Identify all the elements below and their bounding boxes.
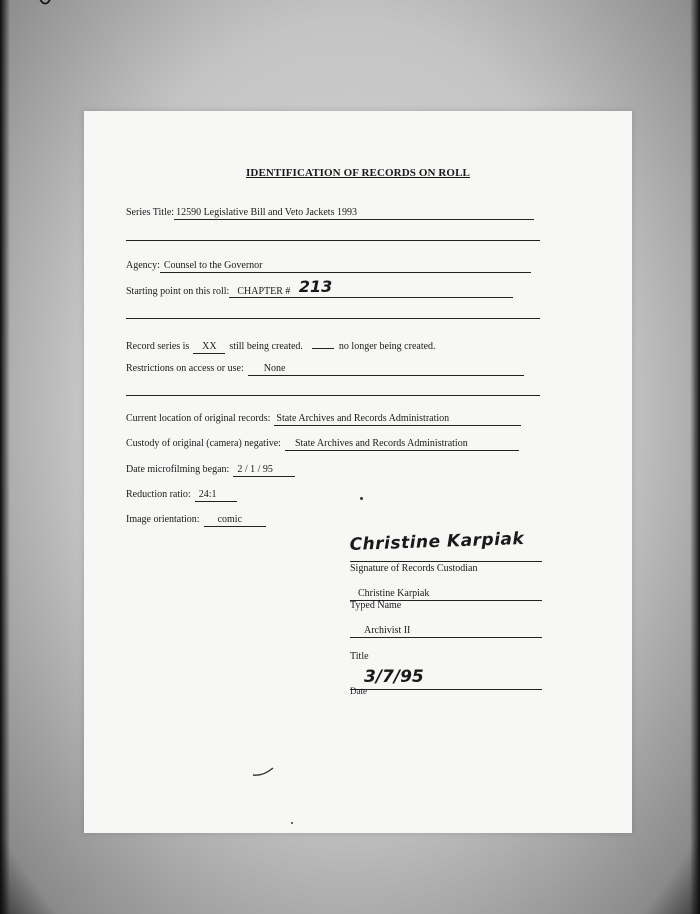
custody-row <box>126 438 519 451</box>
reduction-row <box>126 489 237 502</box>
date-began-label: Date microfilming began: <box>126 464 230 475</box>
signature-handwritten: Christine Karpiak <box>349 528 525 555</box>
film-edge-left <box>0 0 10 914</box>
film-edge-right <box>690 0 700 914</box>
date-began-field <box>233 464 295 477</box>
date-began-value: 2 / 1 / 95 <box>237 464 273 475</box>
agency-value: Counsel to the Governor <box>163 260 263 271</box>
series-title-field <box>174 207 534 220</box>
restrictions-value: None <box>263 363 286 374</box>
signature-label: Signature of Records Custodian <box>350 563 478 574</box>
starting-point-label: Starting point on this roll: <box>126 286 230 297</box>
location-value: State Archives and Records Administration <box>276 413 450 424</box>
location-field <box>274 413 521 426</box>
starting-point-continuation-line <box>126 318 540 319</box>
scan-speck <box>291 822 293 824</box>
typed-name-label: Typed Name <box>350 600 402 611</box>
starting-point-value: CHAPTER # <box>237 286 291 297</box>
orientation-label: Image orientation: <box>126 514 200 525</box>
series-title-label: Series Title: <box>126 207 175 218</box>
starting-point-handwritten: 213 <box>298 277 333 296</box>
scan-mark <box>252 767 274 777</box>
title-label: Title <box>350 651 369 662</box>
series-title-value: 12590 Legislative Bill and Veto Jackets 1993 <box>176 207 357 218</box>
agency-row <box>126 260 531 273</box>
orientation-value: comic <box>217 514 243 525</box>
reduction-field <box>195 489 237 502</box>
reduction-label: Reduction ratio: <box>126 489 191 500</box>
agency-label: Agency: <box>126 260 160 271</box>
date-handwritten: 3/7/95 <box>364 667 424 687</box>
restrictions-row <box>126 363 524 376</box>
restrictions-field <box>248 363 524 376</box>
scan-speck <box>360 497 363 500</box>
custody-field <box>285 438 519 451</box>
restrictions-label: Restrictions on access or use: <box>126 363 244 374</box>
orientation-field <box>204 514 266 527</box>
record-series-label: Record series is <box>126 341 190 352</box>
form-page <box>84 111 632 833</box>
record-series-no-longer-field <box>312 336 334 349</box>
signature-line <box>350 561 542 562</box>
record-series-row <box>126 336 436 354</box>
reduction-value: 24:1 <box>198 489 217 500</box>
date-field <box>350 667 542 690</box>
corner-mark <box>36 0 56 8</box>
series-title-row <box>126 207 534 220</box>
form-title: IDENTIFICATION OF RECORDS ON ROLL <box>246 167 470 179</box>
series-title-continuation-line <box>126 240 540 241</box>
record-series-mark: XX <box>202 341 217 352</box>
date-label: Date <box>350 686 367 696</box>
title-field <box>350 625 542 638</box>
typed-name-value: Christine Karpiak <box>358 588 430 599</box>
still-created-label: still being created. <box>229 341 303 352</box>
signature-field <box>349 528 550 567</box>
no-longer-created-label: no longer being created. <box>338 341 436 352</box>
date-began-row <box>126 464 295 477</box>
location-row <box>126 413 521 426</box>
restrictions-continuation-line <box>126 395 540 396</box>
title-value: Archivist II <box>364 625 411 636</box>
custody-label: Custody of original (camera) negative: <box>126 438 281 449</box>
starting-point-field <box>229 277 513 298</box>
record-series-still-field <box>193 341 225 354</box>
orientation-row <box>126 514 266 527</box>
agency-field <box>160 260 531 273</box>
custody-value: State Archives and Records Administration <box>294 438 468 449</box>
starting-point-row <box>126 277 513 298</box>
location-label: Current location of original records: <box>126 413 271 424</box>
